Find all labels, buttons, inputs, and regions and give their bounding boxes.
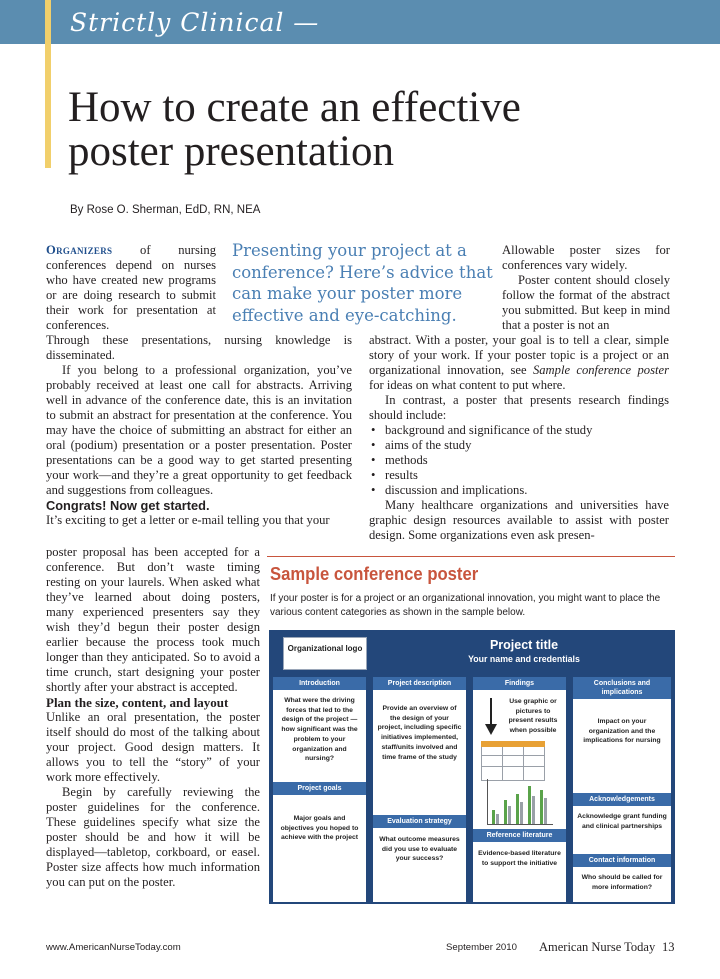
- bullet-item: • discussion and implications.: [369, 483, 669, 498]
- poster-text-evaluation: What outcome measures did you use to evaluate your success?: [379, 836, 460, 863]
- sample-poster: [269, 630, 675, 904]
- poster-text-reference: Evidence-based literature to support the initiative: [478, 850, 561, 867]
- poster-head-evaluation: Evaluation strategy: [373, 815, 466, 828]
- paragraph-3-start: It’s exciting to get a letter or e-mail telling you that your: [46, 513, 330, 527]
- poster-text-conclusions: Impact on your organization and the implications for nursing: [583, 718, 661, 745]
- col3-paragraph-1: Allowable poster sizes for conferences vary widely.: [502, 243, 670, 272]
- article-title: [68, 86, 708, 174]
- bullet-item: • aims of the study: [369, 438, 669, 453]
- paragraph-1-continued: Through these presentations, nursing knowledge is disseminated.: [46, 333, 352, 362]
- poster-column-findings: [473, 677, 566, 902]
- column-1-body: [46, 333, 352, 528]
- sample-poster-reference: Sample conference poster: [532, 363, 669, 377]
- poster-column-conclusions: [573, 677, 671, 902]
- poster-column-description: [373, 677, 466, 902]
- arrow-down-icon: [482, 697, 500, 737]
- poster-head-conclusions: Conclusions and implications: [573, 677, 671, 699]
- bullet-item: • methods: [369, 453, 669, 468]
- footer-page-number: 13: [662, 940, 675, 954]
- pull-quote: Presenting your project at a conference? Here’s advice that can make your poster more effective and eye-catching.: [232, 241, 493, 325]
- col2-text-end: for ideas on what content to put where.: [369, 378, 566, 392]
- col2-paragraph-design: Many healthcare organizations and universities have graphic design resources available to assist with poster design. Some organizations even ask presen-: [369, 498, 669, 542]
- bullet-item: • results: [369, 468, 669, 483]
- title-line-1: How to create an effective: [68, 84, 521, 131]
- heading-congrats: Congrats! Now get started.: [46, 498, 210, 513]
- poster-text-contact: Who should be called for more information?: [581, 874, 663, 891]
- column-3-top: [502, 243, 670, 333]
- column-1-narrow-body: [46, 545, 260, 890]
- col2-text: abstract. With a poster, your goal is to tell a clear, simple story of your work. If your poster topic is a project or an organizational innovation, see: [369, 333, 669, 377]
- poster-column-introduction: [273, 677, 366, 902]
- poster-subtitle: Your name and credentials: [468, 654, 580, 664]
- byline: By Rose O. Sherman, EdD, RN, NEA: [70, 204, 261, 216]
- poster-logo-box: Organizational logo: [283, 637, 367, 670]
- findings-mini-chart: [487, 779, 553, 825]
- footer-url: www.AmericanNurseToday.com: [46, 942, 181, 953]
- sample-divider: [267, 556, 675, 557]
- poster-text-findings: Use graphic or pictures to present results when possible: [508, 698, 558, 735]
- paragraph-4: Unlike an oral presentation, the poster itself should do most of the talking about your project. Good design matters. It allows you to tell the “story” of your work more effectively.: [46, 710, 260, 784]
- accent-bar: [45, 0, 51, 168]
- footer-date: September 2010: [446, 942, 517, 953]
- intro-dropword: Organizers: [46, 243, 113, 257]
- paragraph-2: If you belong to a professional organization, you’ve probably received at least one call for abstracts. Arriving well in advance of the conference date, this is an invitation to submit an abstract for presentation at the conference. You may have the choice of submitting an abstract for either an oral (podium) presentation or a poster presentation. Poster presentations can be a good way to get started presenting your work—and they’re a great opportunity to get feedback and suggestions from colleagues.: [46, 363, 352, 497]
- sample-title: Sample conference poster: [270, 563, 479, 584]
- poster-text-goals: Major goals and objectives you hoped to achieve with the project: [280, 815, 359, 842]
- poster-head-findings: Findings: [473, 677, 566, 690]
- title-line-2: poster presentation: [68, 128, 394, 175]
- intro-text: of nursing conferences depend on nurses who have created new programs or are doing research to submit their work for presentation at conferences.: [46, 243, 216, 332]
- poster-head-acknowledgements: Acknowledgements: [573, 793, 671, 806]
- poster-text-introduction: What were the driving forces that led to the design of the project — how significant was the problem to your organization and nursing?: [281, 697, 358, 763]
- poster-head-contact: Contact information: [573, 854, 671, 867]
- poster-title: Project title: [489, 638, 559, 652]
- bullet-item: • background and significance of the study: [369, 423, 669, 438]
- col3-paragraph-2: Poster content should closely follow the format of the abstract you submitted. But keep in mind that a poster is not an: [502, 273, 670, 332]
- col2-paragraph-research: In contrast, a poster that presents research findings should include:: [369, 393, 669, 422]
- heading-plan: Plan the size, content, and layout: [46, 695, 229, 710]
- poster-head-introduction: Introduction: [273, 677, 366, 690]
- footer-magazine: American Nurse Today: [539, 940, 656, 954]
- research-bullet-list: [369, 423, 669, 498]
- paragraph-3-continued: poster proposal has been accepted for a conference. But don’t waste timing resting on your laurels. When asked what they’ve learned about doing posters, many experienced presenters say they wish they’d begun their poster design earlier because the process took much longer than they anticipated. So to avoid a time crunch, start designing your poster shortly after your abstract is accepted.: [46, 545, 260, 694]
- paragraph-5: Begin by carefully reviewing the poster guidelines for the conference. These guidelines specify what size the poster should be and how it will be displayed—tabletop, corkboard, or easel. Poster size affects how much information you can put on the poster.: [46, 785, 260, 889]
- column-2-body: [369, 333, 669, 543]
- poster-head-description: Project description: [373, 677, 466, 690]
- col2-paragraph-continued: [369, 333, 669, 393]
- poster-head-reference: Reference literature: [473, 829, 566, 842]
- findings-mini-table: [481, 741, 545, 781]
- poster-text-acknowledgements: Acknowledge grant funding and clinical partnerships: [577, 813, 667, 830]
- sample-caption: If your poster is for a project or an organizational innovation, you might want to place the various content categories as shown in the sample below.: [270, 593, 661, 618]
- poster-head-goals: Project goals: [273, 782, 366, 795]
- poster-text-description: Provide an overview of the design of your project, including specific initiatives implemented, staff/units involved and time frame of the study: [377, 705, 462, 761]
- section-label: Strictly Clinical —: [70, 8, 320, 37]
- intro-paragraph: [46, 243, 216, 333]
